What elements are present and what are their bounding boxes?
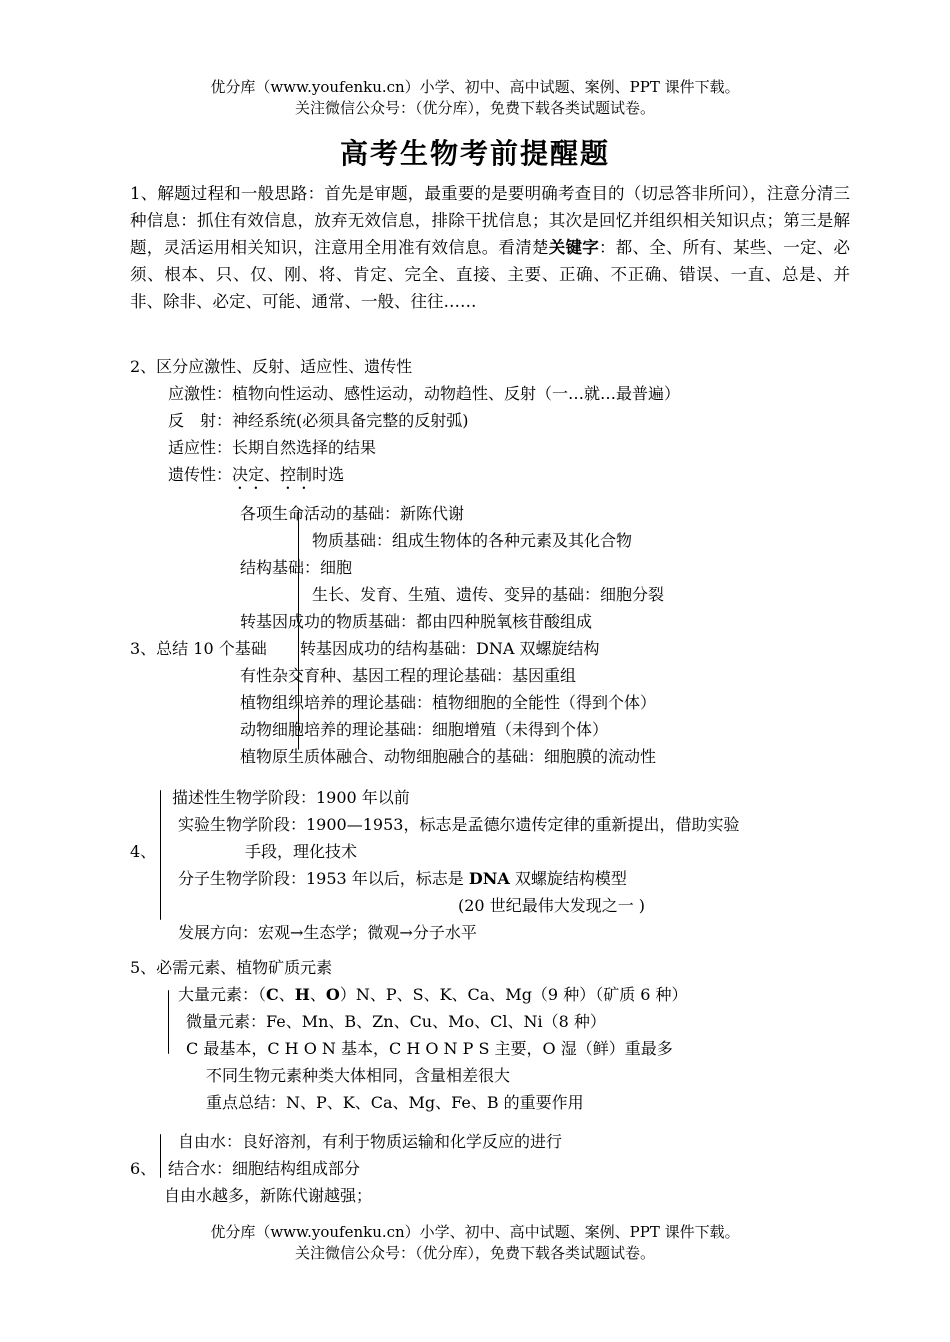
section-1-text-a: 1、解题过程和一般思路：首先是审题，最重要的是要明确考查目的（切忌答非所问），注意分清三种信息：抓住有效信息，放弃无效信息，排除干扰信息；其次是回忆并组织相关知识点；第三是解题，灵活运用相关知识，注意用全用准有效信息。看清楚 (130, 184, 850, 257)
section-5-line-1 (178, 984, 688, 1006)
page-title: 高考生物考前提醒题 (339, 137, 610, 170)
section-5-line-1-b: ）N、P、S、K、Ca、Mg（9 种）（矿质 6 种） (339, 985, 688, 1004)
section-4-line-4 (178, 868, 627, 890)
section-5-oxygen: O (325, 985, 340, 1004)
section-4-line-1: 描述性生物学阶段：1900 年以前 (172, 788, 410, 807)
section-5-sep-1: 、 (278, 985, 295, 1004)
section-4-line-3: 手段，理化技术 (245, 842, 358, 861)
section-1-paragraph (130, 180, 850, 315)
section-2-emphasis-control: 控制 (280, 465, 313, 484)
section-5-brace (168, 990, 169, 1054)
section-3-item-4: 生长、发育、生殖、遗传、变异的基础：细胞分裂 (312, 585, 665, 604)
section-2-line-4-e: 时选 (312, 465, 345, 484)
section-3-item-1: 各项生命活动的基础：新陈代谢 (240, 504, 465, 523)
footer-line-1: 优分库（www.youfenku.cn）小学、初中、高中试题、案例、PPT 课件下载。 (210, 1223, 740, 1241)
section-3-item-3: 结构基础：细胞 (240, 558, 353, 577)
section-3-item-8: 植物组织培养的理论基础：植物细胞的全能性（得到个体） (240, 693, 657, 712)
section-1-keyword: 关键字 (548, 238, 599, 257)
section-2-line-3: 适应性：长期自然选择的结果 (168, 438, 377, 457)
section-5-line-2: 微量元素：Fe、Mn、B、Zn、Cu、Mo、Cl、Ni（8 种） (186, 1012, 606, 1031)
section-4-line-4-a: 分子生物学阶段：1953 年以后，标志是 (178, 869, 469, 888)
section-5-line-5: 重点总结：N、P、K、Ca、Mg、Fe、B 的重要作用 (206, 1093, 584, 1112)
section-5-hydrogen: H (294, 985, 310, 1004)
section-1-text-b: ：都、全、所有、某些、一定、必须、根本、只、仅、刚、将、肯定、完全、直接、主要、正确、不正确、错误、一直、总是、并非、除非、必定、可能、通常、一般、往往…… (130, 238, 850, 311)
header-line-2: 关注微信公众号：（优分库），免费下载各类试题试卷。 (294, 99, 655, 117)
section-2-line-4 (168, 464, 344, 493)
section-4-line-6: 发展方向：宏观→生态学；微观→分子水平 (178, 923, 477, 942)
section-6-brace (160, 1134, 161, 1178)
section-2-emphasis-decide: 决定 (232, 465, 265, 484)
header-line-1: 优分库（www.youfenku.cn）小学、初中、高中试题、案例、PPT 课件下载。 (210, 78, 740, 96)
section-4-dna: DNA (468, 869, 510, 888)
section-4-line-5: (20 世纪最伟大发现之一 ) (458, 896, 646, 915)
section-3-item-7: 有性杂交育种、基因工程的理论基础：基因重组 (240, 666, 577, 685)
section-2-line-4-c: 、 (264, 465, 281, 484)
section-5-line-3: C 最基本，C H O N 基本，C H O N P S 主要，O 湿（鲜）重最多 (186, 1039, 673, 1058)
section-4-label: 4、 (130, 842, 157, 861)
section-5-line-1-a: 大量元素：（ (178, 985, 267, 1004)
section-2-line-4-a: 遗传性： (168, 465, 233, 484)
section-2-line-2: 反 射：神经系统(必须具备完整的反射弧) (168, 411, 469, 430)
section-5-carbon: C (266, 985, 279, 1004)
footer-line-2: 关注微信公众号：（优分库），免费下载各类试题试卷。 (294, 1244, 655, 1262)
section-5-heading: 5、必需元素、植物矿质元素 (130, 958, 333, 977)
section-6-line-2: 结合水：细胞结构组成部分 (168, 1159, 361, 1178)
section-5-sep-2: 、 (309, 985, 326, 1004)
section-4-line-2: 实验生物学阶段：1900—1953，标志是孟德尔遗传定律的重新提出，借助实验 (178, 815, 740, 834)
section-4-line-4-c: 双螺旋结构模型 (509, 869, 627, 888)
section-3-item-9: 动物细胞培养的理论基础：细胞增殖（未得到个体） (240, 720, 609, 739)
section-3-item-10: 植物原生质体融合、动物细胞融合的基础：细胞膜的流动性 (240, 747, 657, 766)
section-6-line-3: 自由水越多，新陈代谢越强； (164, 1186, 373, 1205)
section-3-item-5: 转基因成功的物质基础：都由四种脱氧核苷酸组成 (240, 612, 593, 631)
section-3-item-2: 物质基础：组成生物体的各种元素及其化合物 (312, 531, 633, 550)
section-3-label: 3、总结 10 个基础 (130, 639, 267, 658)
section-6-label: 6、 (130, 1159, 157, 1178)
section-5-line-4: 不同生物元素种类大体相同，含量相差很大 (206, 1066, 511, 1085)
section-2-line-1: 应激性：植物向性运动、感性运动，动物趋性、反射（一…就…最普遍） (168, 384, 681, 403)
section-2-heading: 2、区分应激性、反射、适应性、遗传性 (130, 357, 413, 376)
section-6-line-1: 自由水：良好溶剂，有利于物质运输和化学反应的进行 (178, 1132, 563, 1151)
section-3-item-6: 转基因成功的结构基础：DNA 双螺旋结构 (300, 639, 600, 658)
section-4-brace (160, 790, 161, 920)
